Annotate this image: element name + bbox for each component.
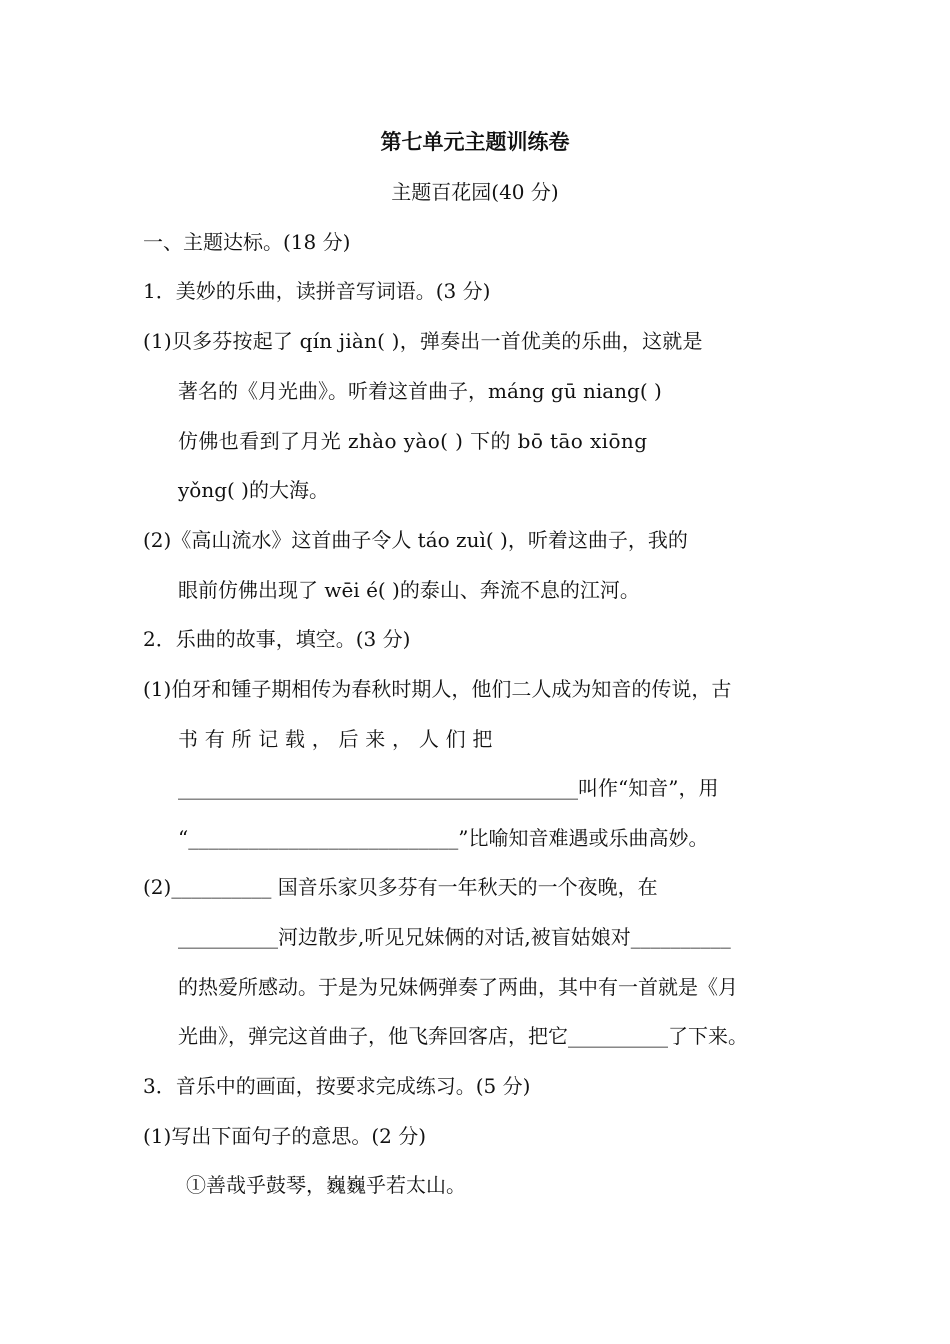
question-2-line-4: “___________________________”比喻知音难遇或乐曲高妙。 — [178, 826, 709, 850]
question-1-line-5: (2)《高山流水》这首曲子令人 táo zuì( )，听着这曲子，我的 — [143, 528, 688, 552]
question-2-line-1: (1)伯牙和锺子期相传为春秋时期人，他们二人成为知音的传说，古 — [143, 677, 732, 701]
question-1-line-3: 仿佛也看到了月光 zhào yào( ) 下的 bō tāo xiōng — [178, 429, 648, 453]
question-1-line-4: yǒng( )的大海。 — [178, 478, 329, 502]
page-title: 第七单元主题训练卷 — [380, 129, 570, 154]
page-subtitle: 主题百花园(40 分) — [391, 180, 559, 204]
section-heading: 一、主题达标。(18 分) — [143, 230, 351, 254]
question-2-line-8: 光曲》，弹完这首曲子，他飞奔回客店，把它__________了下来。 — [178, 1024, 748, 1048]
question-1-heading: 1．美妙的乐曲，读拼音写词语。(3 分) — [143, 279, 491, 303]
question-2-line-6: __________河边散步,听见兄妹俩的对话,被盲姑娘对__________ — [178, 925, 731, 949]
question-2-heading: 2．乐曲的故事，填空。(3 分) — [143, 627, 411, 651]
question-3-subheading: (1)写出下面句子的意思。(2 分) — [143, 1124, 427, 1148]
question-3-heading: 3．音乐中的画面，按要求完成练习。(5 分) — [143, 1074, 531, 1098]
question-2-line-3: ________________________________________叫作“知音”，用 — [178, 776, 719, 800]
question-3-item-1: ①善哉乎鼓琴，巍巍乎若太山。 — [186, 1173, 466, 1197]
question-1-line-1: (1)贝多芬按起了 qín jiàn( )，弹奏出一首优美的乐曲，这就是 — [143, 329, 703, 353]
question-2-line-7: 的热爱所感动。于是为兄妹俩弹奏了两曲，其中有一首就是《月 — [178, 975, 738, 999]
question-1-line-2: 著名的《月光曲》。听着这首曲子，máng gū niang( ) — [178, 379, 662, 403]
question-1-line-6: 眼前仿佛出现了 wēi é( )的泰山、奔流不息的江河。 — [178, 578, 640, 602]
question-2-line-5: (2)__________ 国音乐家贝多芬有一年秋天的一个夜晚，在 — [143, 875, 658, 899]
question-2-line-2: 书 有 所 记 载 ， 后 来 ， 人 们 把 — [178, 727, 493, 751]
